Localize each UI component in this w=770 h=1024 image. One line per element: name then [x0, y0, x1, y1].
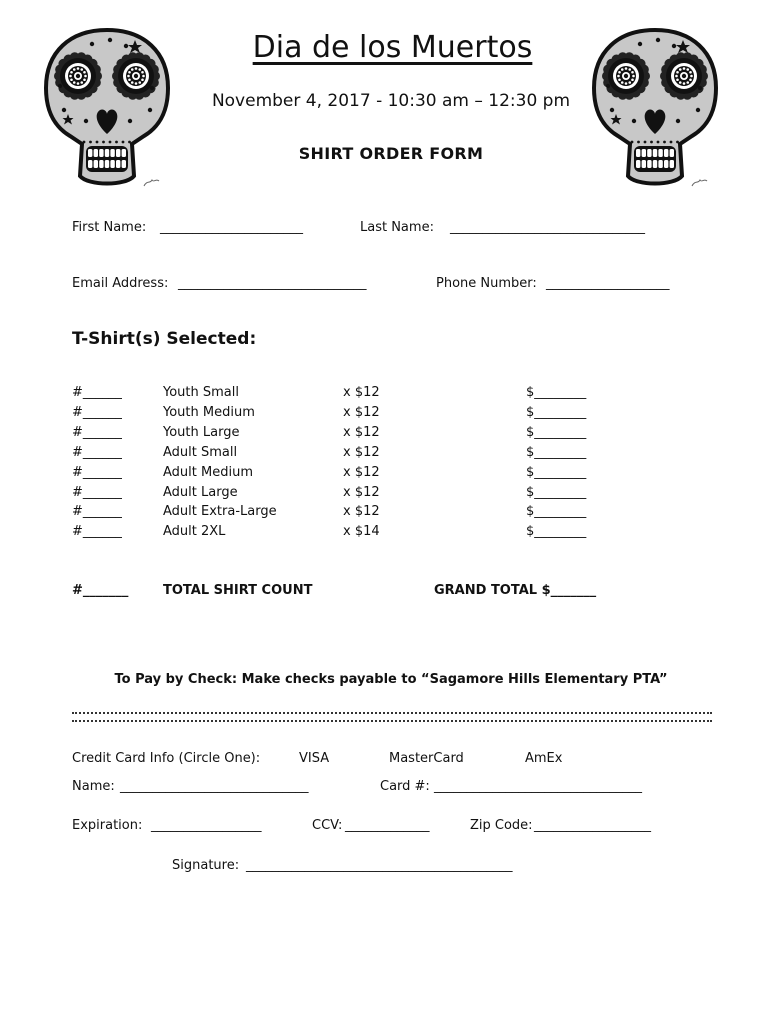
shirt-qty-field[interactable]: #______ [72, 465, 122, 480]
email-label: Email Address: [72, 276, 169, 291]
grand-total[interactable]: GRAND TOTAL $_______ [434, 583, 597, 598]
zip-field[interactable]: __________________ [534, 818, 651, 833]
first-name-field[interactable]: ______________________ [160, 220, 303, 235]
shirt-qty-field[interactable]: #______ [72, 385, 122, 400]
shirt-size-label: Adult Medium [163, 465, 253, 480]
shirt-price: x $12 [343, 425, 380, 440]
card-number-label: Card #: [380, 779, 430, 794]
shirt-size-label: Adult Extra-Large [163, 504, 277, 519]
shirt-price: x $12 [343, 385, 380, 400]
signature-field[interactable]: _________________________________________ [246, 858, 513, 873]
shirt-size-label: Adult Small [163, 445, 238, 460]
first-name-label: First Name: [72, 220, 147, 235]
shirt-qty-field[interactable]: #______ [72, 524, 122, 539]
event-date-time: November 4, 2017 - 10:30 am – 12:30 pm [211, 91, 571, 111]
check-instructions: To Pay by Check: Make checks payable to “Sagamore Hills Elementary PTA” [114, 672, 668, 687]
phone-field[interactable]: ___________________ [546, 276, 670, 291]
shirt-size-label: Youth Small [163, 385, 239, 400]
shirt-amount-field[interactable]: $________ [526, 504, 587, 519]
last-name-label: Last Name: [360, 220, 434, 235]
total-count-label: TOTAL SHIRT COUNT [163, 583, 313, 598]
expiration-label: Expiration: [72, 818, 143, 833]
cc-option-visa[interactable]: VISA [299, 751, 330, 766]
page-title: Dia de los Muertos [252, 30, 533, 65]
shirt-amount-field[interactable]: $________ [526, 524, 587, 539]
shirt-size-label: Adult Large [163, 485, 238, 500]
shirt-amount-field[interactable]: $________ [526, 425, 587, 440]
email-field[interactable]: _____________________________ [178, 276, 367, 291]
shirt-price: x $12 [343, 485, 380, 500]
total-count-field[interactable]: #_______ [72, 583, 129, 598]
ccv-label: CCV: [312, 818, 343, 833]
shirt-amount-field[interactable]: $________ [526, 485, 587, 500]
shirt-qty-field[interactable]: #______ [72, 425, 122, 440]
shirt-size-label: Youth Medium [163, 405, 255, 420]
card-number-field[interactable]: ________________________________ [434, 779, 642, 794]
shirt-price: x $14 [343, 524, 380, 539]
cardholder-name-field[interactable]: _____________________________ [120, 779, 309, 794]
cc-option-mastercard[interactable]: MasterCard [389, 751, 464, 766]
ccv-field[interactable]: _____________ [345, 818, 430, 833]
shirt-qty-field[interactable]: #______ [72, 445, 122, 460]
shirt-size-label: Youth Large [163, 425, 240, 440]
shirt-price: x $12 [343, 465, 380, 480]
shirt-amount-field[interactable]: $________ [526, 405, 587, 420]
signature-label: Signature: [172, 858, 240, 873]
cc-label: Credit Card Info (Circle One): [72, 751, 261, 766]
shirt-price: x $12 [343, 445, 380, 460]
shirt-price: x $12 [343, 504, 380, 519]
zip-label: Zip Code: [470, 818, 533, 833]
expiration-field[interactable]: _________________ [151, 818, 262, 833]
shirt-qty-field[interactable]: #______ [72, 504, 122, 519]
shirts-heading: T-Shirt(s) Selected: [72, 329, 257, 349]
shirt-qty-field[interactable]: #______ [72, 485, 122, 500]
cc-option-amex[interactable]: AmEx [525, 751, 563, 766]
form-title: SHIRT ORDER FORM [298, 144, 484, 163]
shirt-amount-field[interactable]: $________ [526, 445, 587, 460]
shirt-qty-field[interactable]: #______ [72, 405, 122, 420]
cardholder-name-label: Name: [72, 779, 115, 794]
shirt-amount-field[interactable]: $________ [526, 385, 587, 400]
phone-label: Phone Number: [436, 276, 537, 291]
shirt-size-label: Adult 2XL [163, 524, 226, 539]
separator [72, 712, 712, 722]
shirt-amount-field[interactable]: $________ [526, 465, 587, 480]
shirt-price: x $12 [343, 405, 380, 420]
last-name-field[interactable]: ______________________________ [450, 220, 645, 235]
